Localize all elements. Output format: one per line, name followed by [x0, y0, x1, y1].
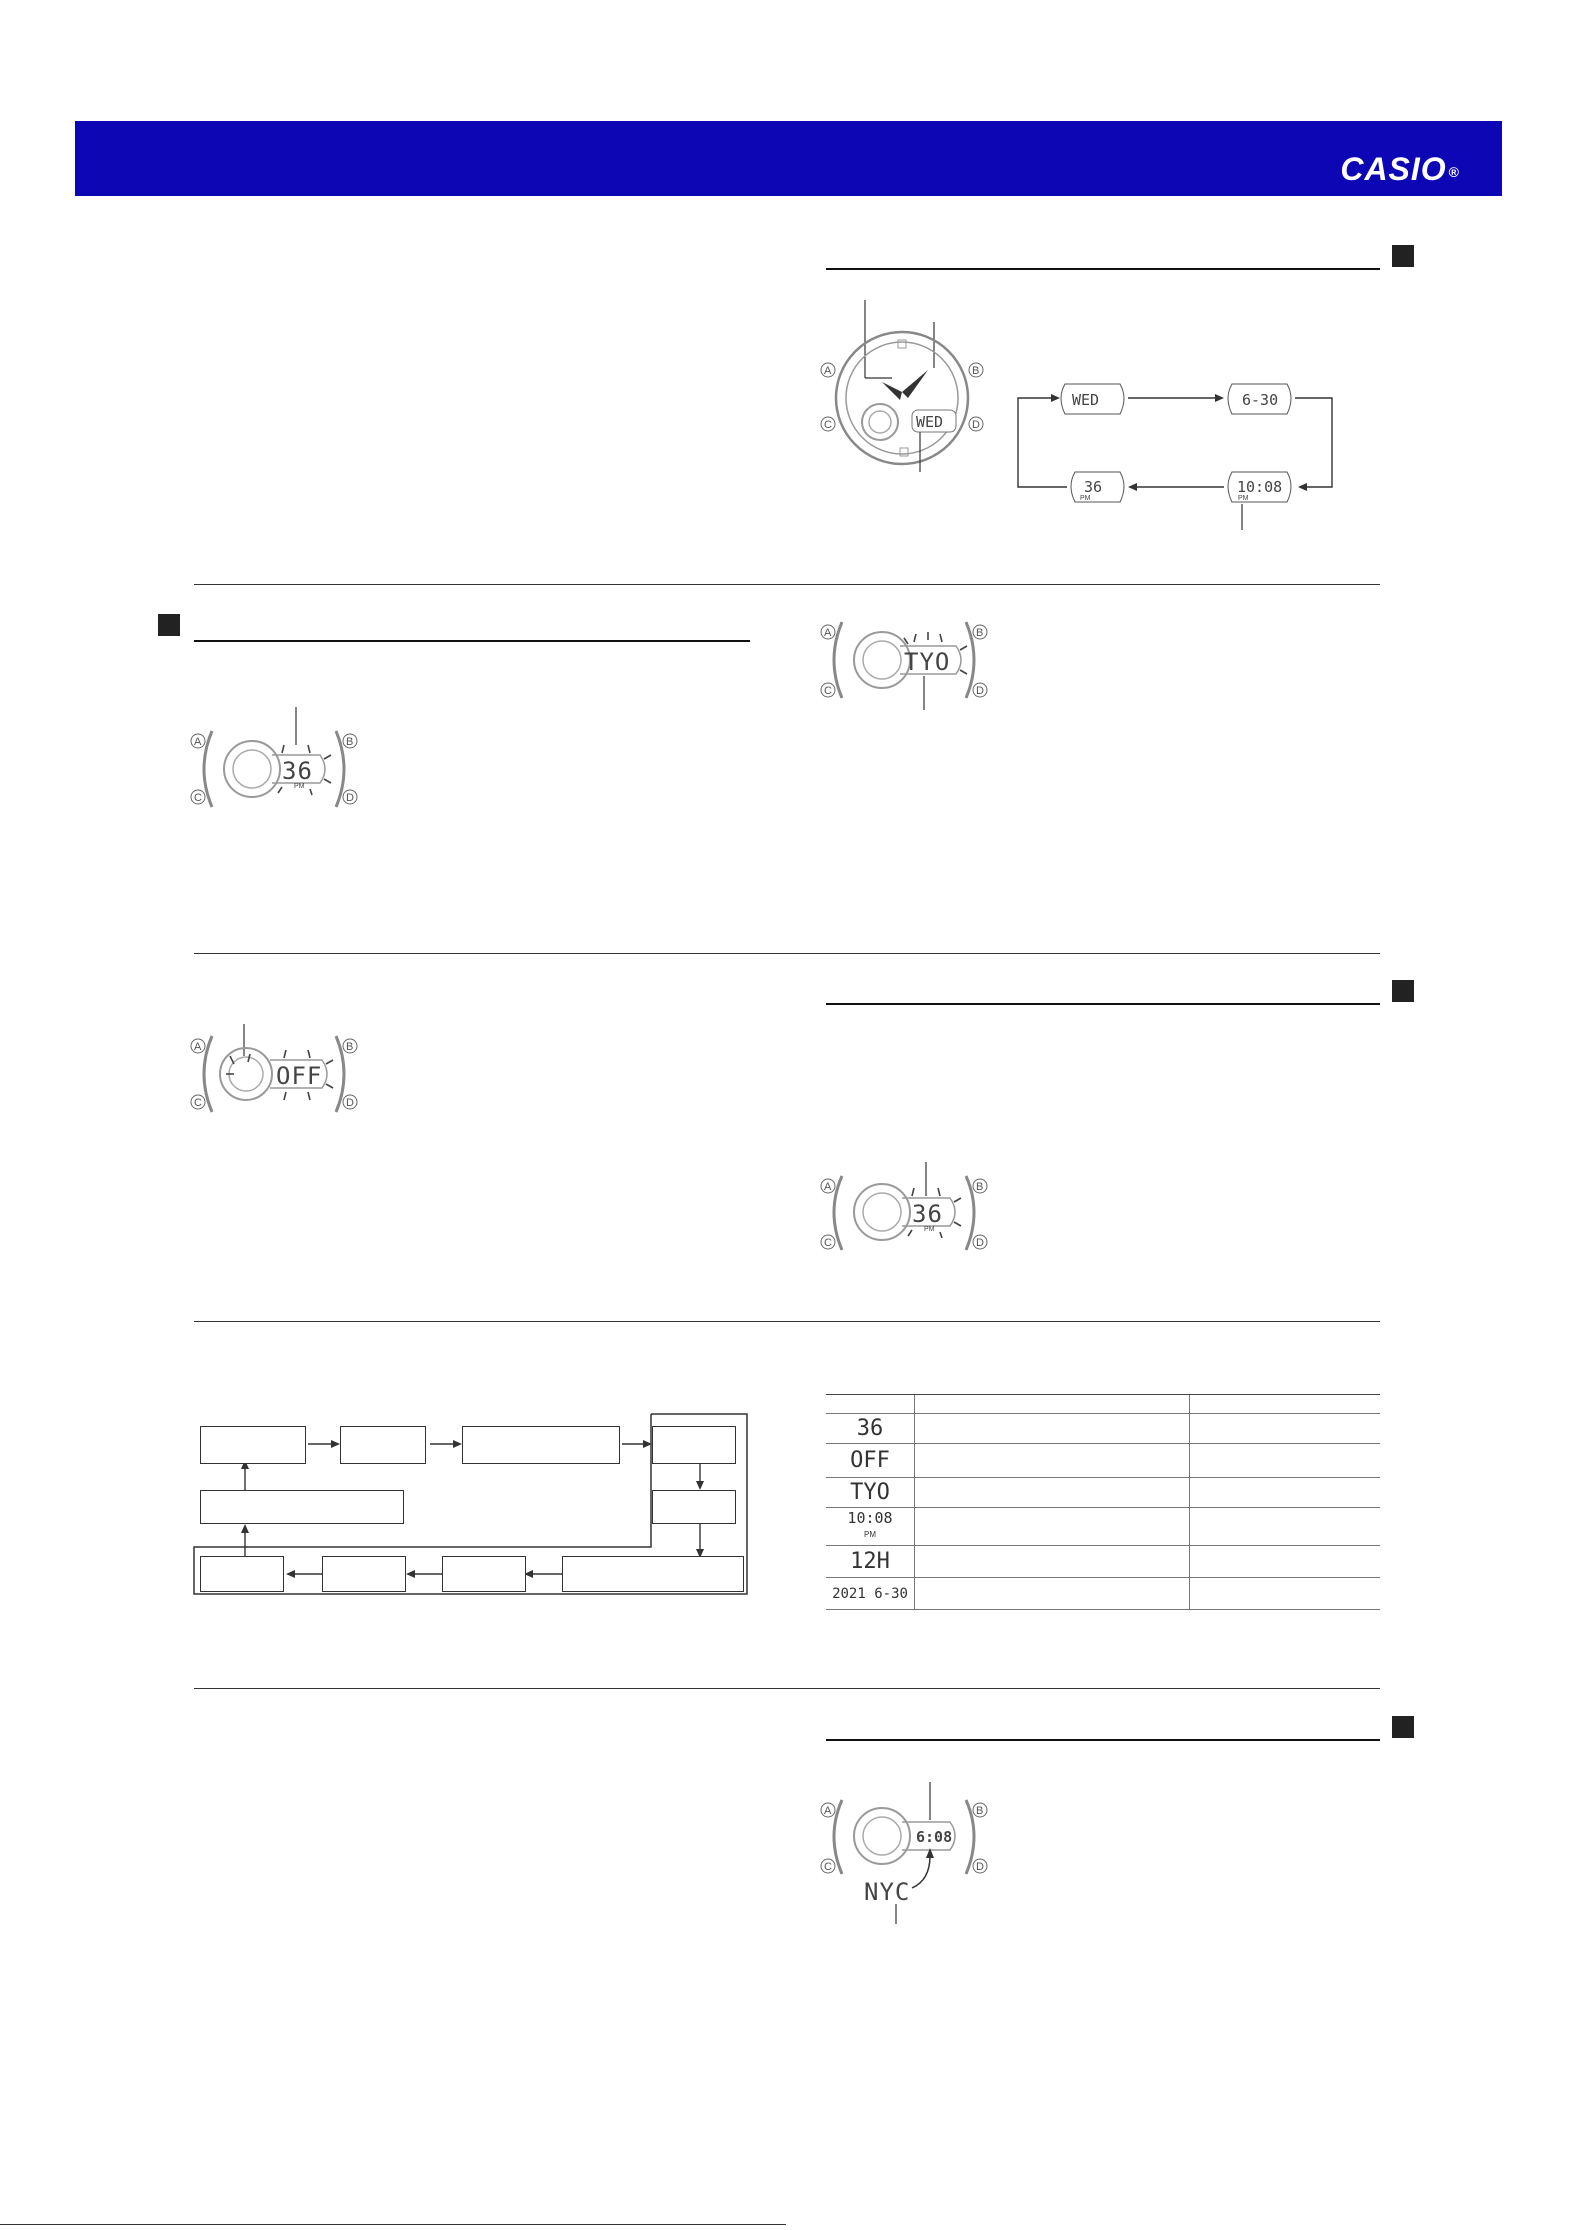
flow-box	[462, 1426, 620, 1464]
flow-box	[322, 1556, 406, 1592]
seconds-pm: PM	[294, 783, 305, 790]
button-label: A	[194, 736, 202, 748]
button-label: B	[346, 1041, 354, 1053]
section-rule	[194, 640, 750, 642]
flow-box	[340, 1426, 426, 1464]
table-cell-display: OFF	[826, 1444, 915, 1478]
button-a-label: A	[824, 365, 832, 377]
sequence-time: 10:08	[1237, 478, 1283, 496]
home-seconds-display: 36	[912, 1200, 943, 1228]
button-label: A	[824, 1181, 832, 1193]
table-row	[826, 1478, 1380, 1508]
table-header-row	[826, 1395, 1380, 1414]
section-rule	[826, 268, 1380, 270]
section-marker	[1392, 1716, 1414, 1738]
world-time-display: 6:08	[916, 1828, 953, 1846]
table-row	[826, 1578, 1380, 1610]
table-cell-display: 36	[826, 1414, 915, 1444]
watch-figure-world-time	[820, 1780, 990, 1925]
button-c-label: C	[824, 419, 832, 431]
watch-figure-seconds	[190, 705, 360, 815]
button-label: D	[976, 685, 984, 697]
city-display: TYO	[904, 648, 951, 676]
flow-box	[652, 1426, 736, 1464]
section-divider	[194, 1688, 1380, 1689]
display-reference-table	[826, 1394, 1380, 1610]
button-label: A	[824, 627, 832, 639]
sequence-seconds: 36	[1084, 478, 1103, 496]
button-d-label: D	[972, 419, 980, 431]
section-marker	[158, 614, 180, 636]
section-divider	[194, 1321, 1380, 1322]
off-display: OFF	[276, 1062, 323, 1090]
flow-box	[200, 1490, 404, 1524]
day-display: WED	[916, 413, 944, 431]
flow-box	[200, 1556, 284, 1592]
table-row	[826, 1546, 1380, 1578]
watch-figure-off	[190, 1022, 360, 1122]
button-label: D	[976, 1237, 984, 1249]
table-cell-pm: PM	[864, 1530, 876, 1539]
button-label: C	[194, 792, 202, 804]
home-seconds-pm: PM	[924, 1226, 935, 1233]
button-label: D	[346, 792, 354, 804]
button-label: B	[346, 736, 354, 748]
sequence-seconds-pm: PM	[1080, 495, 1091, 502]
footer-rule	[0, 2224, 786, 2225]
sequence-day: WED	[1072, 391, 1100, 409]
button-label: C	[824, 1861, 832, 1873]
flow-box	[562, 1556, 744, 1592]
section-rule	[826, 1003, 1380, 1005]
button-b-label: B	[972, 365, 980, 377]
section-rule	[826, 1739, 1380, 1741]
section-marker	[1392, 245, 1414, 267]
button-label: C	[824, 685, 832, 697]
table-row	[826, 1444, 1380, 1478]
table-cell-display: 10:08	[847, 1509, 893, 1527]
table-cell-display: 12H	[826, 1546, 915, 1578]
seconds-display: 36	[282, 757, 313, 785]
button-label: B	[976, 1805, 984, 1817]
table-row	[826, 1508, 1380, 1546]
world-city-display: NYC	[864, 1878, 911, 1906]
flow-box	[652, 1490, 736, 1524]
table-row	[826, 1414, 1380, 1444]
button-label: D	[346, 1097, 354, 1109]
watch-figure-home-seconds	[820, 1160, 990, 1260]
flow-box	[200, 1426, 306, 1464]
table-cell-display: 2021 6-30	[826, 1578, 915, 1610]
sequence-time-pm: PM	[1238, 495, 1249, 502]
flow-box	[442, 1556, 526, 1592]
watch-figure-city	[820, 610, 990, 720]
setting-flow-chart	[192, 1410, 752, 1600]
button-label: C	[194, 1097, 202, 1109]
button-label: A	[824, 1805, 832, 1817]
section-marker	[1392, 980, 1414, 1002]
button-label: A	[194, 1041, 202, 1053]
display-cycle-diagram	[1010, 370, 1360, 540]
button-label: B	[976, 1181, 984, 1193]
button-label: B	[976, 627, 984, 639]
header-bar	[75, 121, 1502, 196]
button-label: C	[824, 1237, 832, 1249]
section-divider	[194, 584, 1380, 585]
section-divider	[194, 953, 1380, 954]
casio-logo: CASIO ®	[1340, 151, 1460, 187]
button-label: D	[976, 1861, 984, 1873]
table-cell-display: TYO	[826, 1478, 915, 1508]
sequence-date: 6-30	[1242, 391, 1279, 409]
watch-figure-day	[820, 290, 1000, 490]
